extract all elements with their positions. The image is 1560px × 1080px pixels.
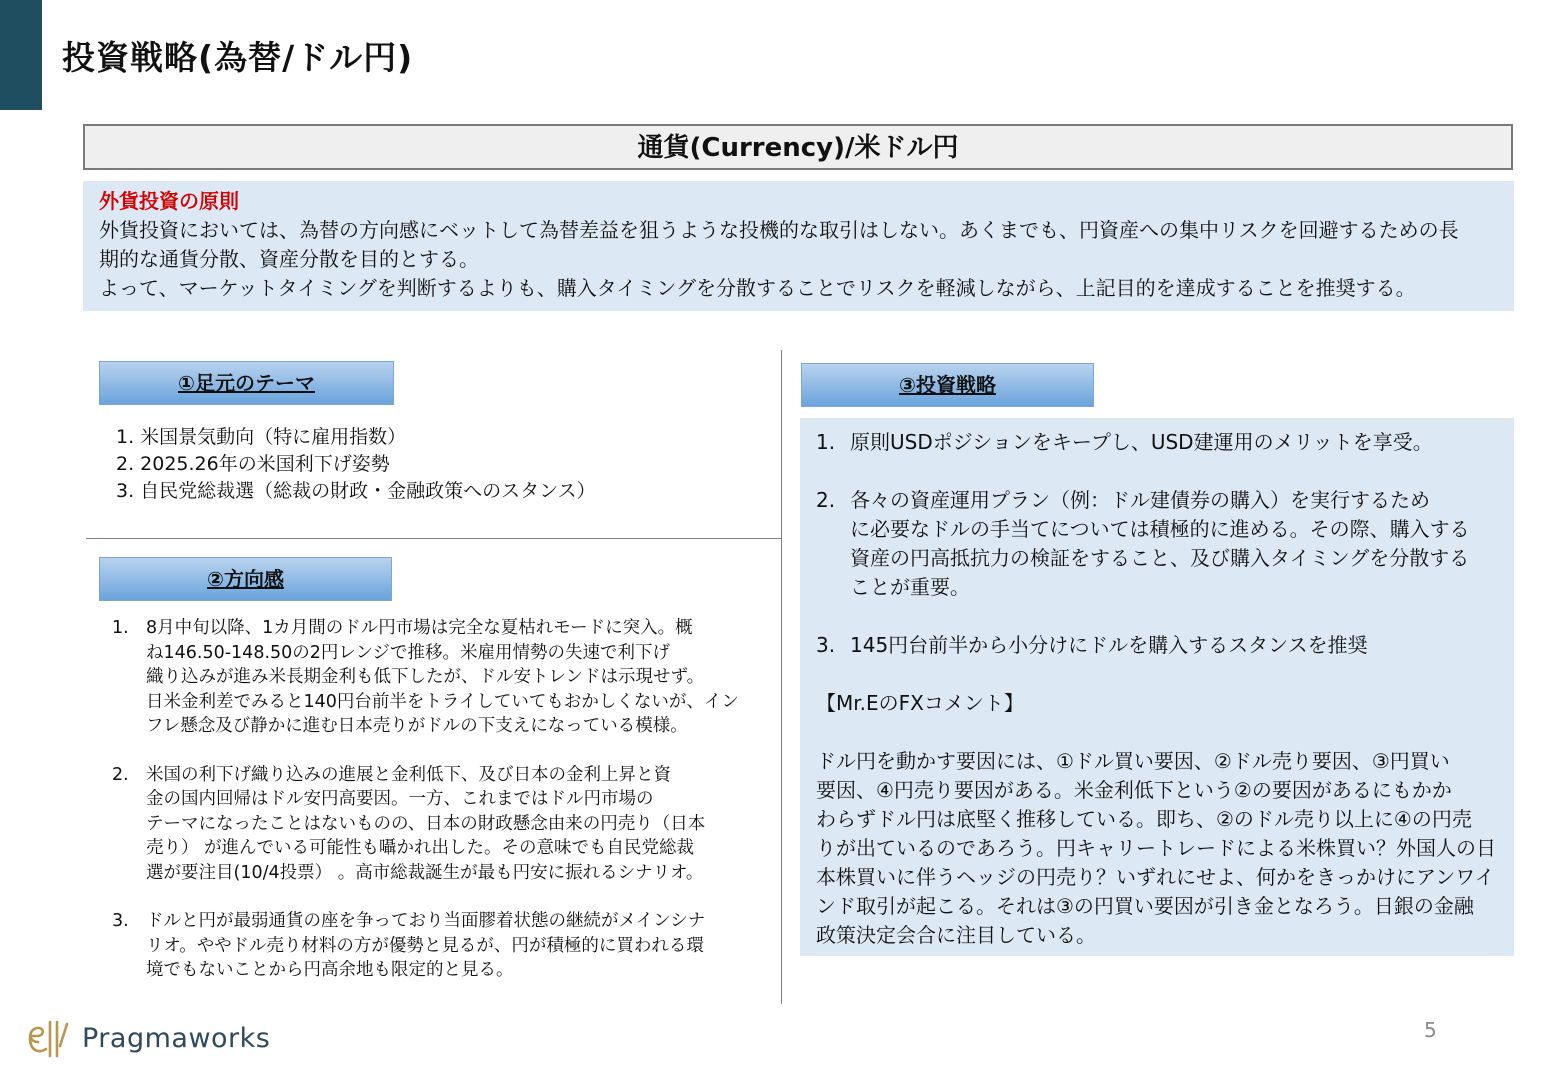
principle-line: 期的な通貨分散、資産分散を目的とする。	[99, 247, 479, 271]
comment-body	[816, 747, 1500, 950]
list-item-text	[146, 616, 762, 739]
direction-tab: ②方向感	[99, 557, 392, 601]
vertical-divider	[781, 350, 782, 1004]
comment-title: 【Mr.EのFXコメント】	[816, 691, 1024, 715]
list-number: 2.	[112, 764, 129, 785]
text-line: テーマになったことはないものの、日本の財政懸念由来の円売り（日本	[146, 813, 706, 834]
page-number: 5	[1424, 1018, 1437, 1042]
text-line: 米国の利下げ織り込みの進展と金利低下、及び日本の金利上昇と資	[146, 764, 671, 785]
text-line: ンド取引が起こる。それは③の円買い要因が引き金となろう。日銀の金融	[816, 894, 1474, 918]
logo-mark-icon	[24, 1016, 74, 1060]
direction-list	[112, 616, 762, 1007]
text-line: りが出ているのであろう。円キャリートレードによる米株買い？外国人の日	[816, 836, 1496, 860]
text-line: 織り込みが進み米長期金利も低下したが、ドル安トレンドは示現せず。	[146, 667, 705, 687]
text-line: 本株買いに伴うヘッジの円売り？いずれにせよ、何かをきっかけにアンワイ	[816, 865, 1495, 889]
company-logo	[24, 1016, 270, 1060]
text-line: フレ懸念及び静かに進む日本売りがドルの下支えになっている模様。	[146, 716, 688, 736]
list-item: 2. 2025.26年の米国利下げ姿勢	[116, 453, 390, 475]
list-number: 1.	[816, 430, 836, 454]
text-line: 政策決定会合に注目している。	[816, 923, 1096, 947]
text-line: 境でもないことから円高余地も限定的と見る。	[146, 960, 514, 980]
principle-heading: 外貨投資の原則	[99, 189, 239, 213]
text-line: に必要なドルの手当てについては積極的に進める。その際、購入する	[850, 517, 1470, 541]
list-item	[112, 763, 762, 886]
list-item	[112, 909, 762, 983]
list-number: 3.	[112, 911, 129, 931]
text-line: ドル円を動かす要因には、①ドル買い要因、②ドル売り要因、③円買い	[816, 749, 1450, 773]
list-item-text	[146, 763, 762, 886]
principle-box	[83, 181, 1514, 311]
currency-header: 通貨(Currency)/米ドル円	[83, 124, 1513, 170]
principle-line: 外貨投資においては、為替の方向感にベットして為替差益を狙うような投機的な取引はしない。あくまでも、円資産への集中リスクを回避するための長	[99, 218, 1459, 242]
horizontal-divider	[86, 538, 782, 539]
text-line: 原則USDポジションをキープし、USD建運用のメリットを享受。	[850, 430, 1433, 454]
text-line: 各々の資産運用プラン（例：ドル建債券の購入）を実行するため	[850, 488, 1430, 512]
list-item-text	[146, 909, 762, 983]
logo-text: Pragmaworks	[82, 1022, 271, 1054]
list-number: 2.	[816, 488, 836, 512]
text-line: 売り） が進んでいる可能性も囁かれ出した。その意味でも自民党総裁	[146, 838, 695, 858]
list-item-text	[850, 486, 1500, 602]
text-line: ね146.50-148.50の2円レンジで推移。米雇用情勢の失速で利下げ	[146, 642, 671, 663]
text-line: わらずドル円は底堅く推移している。即ち、②のドル売り以上に④の円売	[816, 807, 1472, 831]
list-item: 3. 自民党総裁選（総裁の財政・金融政策へのスタンス）	[116, 480, 596, 502]
text-line: ドルと円が最弱通貨の座を争っており当面膠着状態の継続がメインシナ	[146, 911, 706, 931]
text-line: 選が要注目(10/4投票） 。高市総裁誕生が最も円安に振れるシナリオ。	[146, 862, 704, 883]
list-number: 1.	[112, 618, 129, 638]
list-item	[816, 486, 1500, 602]
text-line: リオ。ややドル売り材料の方が優勢と見るが、円が積極的に買われる環	[146, 935, 704, 956]
text-line: 要因、④円売り要因がある。米金利低下という②の要因があるにもかか	[816, 778, 1452, 802]
text-line: 金の国内回帰はドル安円高要因。一方、これまではドル円市場の	[146, 789, 654, 809]
text-line: ことが重要。	[850, 575, 970, 599]
list-item-text	[850, 428, 1500, 457]
text-line: 8月中旬以降、1カ月間のドル円市場は完全な夏枯れモードに突入。概	[146, 618, 693, 638]
list-item	[816, 428, 1500, 457]
theme-list	[116, 424, 596, 505]
text-line: 日米金利差でみると140円台前半をトライしていてもおかしくないが、イン	[146, 691, 739, 712]
text-line: 資産の円高抵抗力の検証をすること、及び購入タイミングを分散する	[850, 546, 1470, 570]
list-number: 3.	[816, 633, 836, 657]
corner-accent-bar	[0, 0, 42, 110]
list-item-text	[850, 631, 1500, 660]
principle-line: よって、マーケットタイミングを判断するよりも、購入タイミングを分散することでリスクを軽減しながら、上記目的を達成することを推奨する。	[99, 276, 1416, 300]
list-item	[816, 631, 1500, 660]
theme-tab: ①足元のテーマ	[99, 361, 394, 405]
text-line: 145円台前半から小分けにドルを購入するスタンスを推奨	[850, 633, 1368, 657]
strategy-tab: ③投資戦略	[801, 363, 1094, 407]
list-item: 1. 米国景気動向（特に雇用指数）	[116, 426, 407, 448]
list-item	[112, 616, 762, 739]
page-title: 投資戦略(為替/ドル円)	[62, 38, 414, 77]
strategy-box	[800, 418, 1514, 956]
